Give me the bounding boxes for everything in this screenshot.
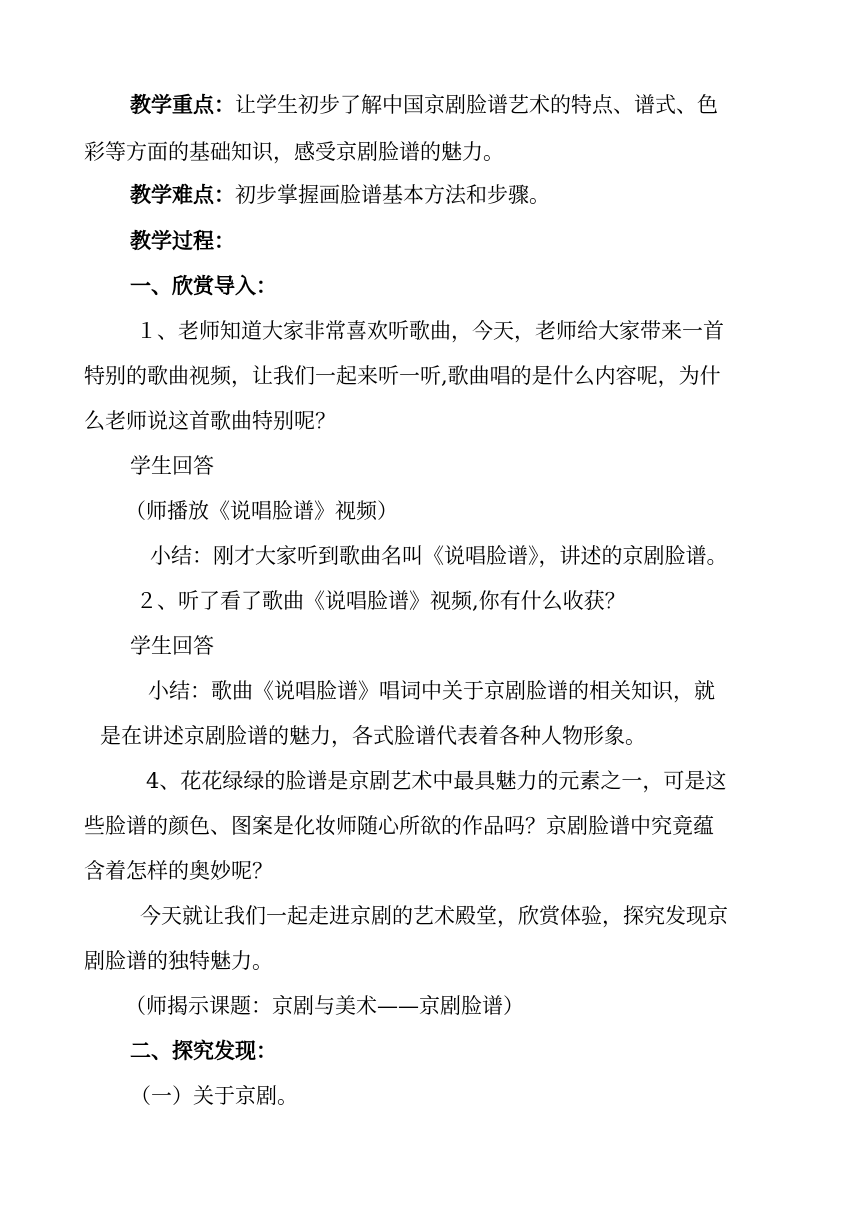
reveal-topic: （师揭示课题：京剧与美术——京剧脸谱） (125, 994, 524, 1018)
section-1-heading: 一、欣赏导入： (130, 273, 277, 298)
section-2-heading: 二、探究发现： (130, 1038, 277, 1063)
teaching-difficulty-label: 教学难点： (130, 182, 235, 207)
teaching-focus-text: 让学生初步了解中国京剧脸谱艺术的特点、谱式、色 (235, 93, 718, 117)
teaching-difficulty-line (130, 180, 550, 210)
item-4-line-3: 含着怎样的奥妙呢？ (84, 859, 273, 883)
student-answer-2: 学生回答 (130, 634, 214, 658)
student-answer-1: 学生回答 (130, 454, 214, 478)
teaching-process-heading: 教学过程： (130, 228, 235, 253)
today-line-2: 剧脸谱的独特魅力。 (84, 949, 273, 973)
subsection-1-heading: （一）关于京剧。 (130, 1084, 298, 1108)
item-1-line-2: 特别的歌曲视频，让我们一起来听一听,歌曲唱的是什么内容呢，为什 (84, 364, 721, 388)
teaching-focus-label: 教学重点： (130, 92, 235, 117)
item-4-line-2: 些脸谱的颜色、图案是化妆师随心所欲的作品吗？京剧脸谱中究竟蕴 (84, 814, 714, 838)
teaching-focus-line-2: 彩等方面的基础知识，感受京剧脸谱的魅力。 (84, 140, 504, 164)
item-1-line-1: １、老师知道大家非常喜欢听歌曲，今天，老师给大家带来一首 (136, 319, 724, 343)
summary-1: 小结：刚才大家听到歌曲名叫《说唱脸谱》，讲述的京剧脸谱。 (150, 544, 728, 568)
item-4-line-1: 4、花花绿绿的脸谱是京剧艺术中最具魅力的元素之一，可是这 (146, 769, 727, 793)
summary-2-line-2: 是在讲述京剧脸谱的魅力，各式脸谱代表着各种人物形象。 (100, 724, 646, 748)
today-line-1: 今天就让我们一起走进京剧的艺术殿堂，欣赏体验，探究发现京 (140, 904, 728, 928)
teacher-play-video: （师播放《说唱脸谱》视频） (125, 499, 398, 523)
item-1-line-3: 么老师说这首歌曲特别呢？ (84, 409, 336, 433)
teaching-focus-line-1 (130, 90, 718, 120)
item-2: ２、听了看了歌曲《说唱脸谱》视频,你有什么收获？ (136, 589, 626, 613)
summary-2-line-1: 小结：歌曲《说唱脸谱》唱词中关于京剧脸谱的相关知识，就 (148, 679, 715, 703)
teaching-difficulty-text: 初步掌握画脸谱基本方法和步骤。 (235, 183, 550, 207)
